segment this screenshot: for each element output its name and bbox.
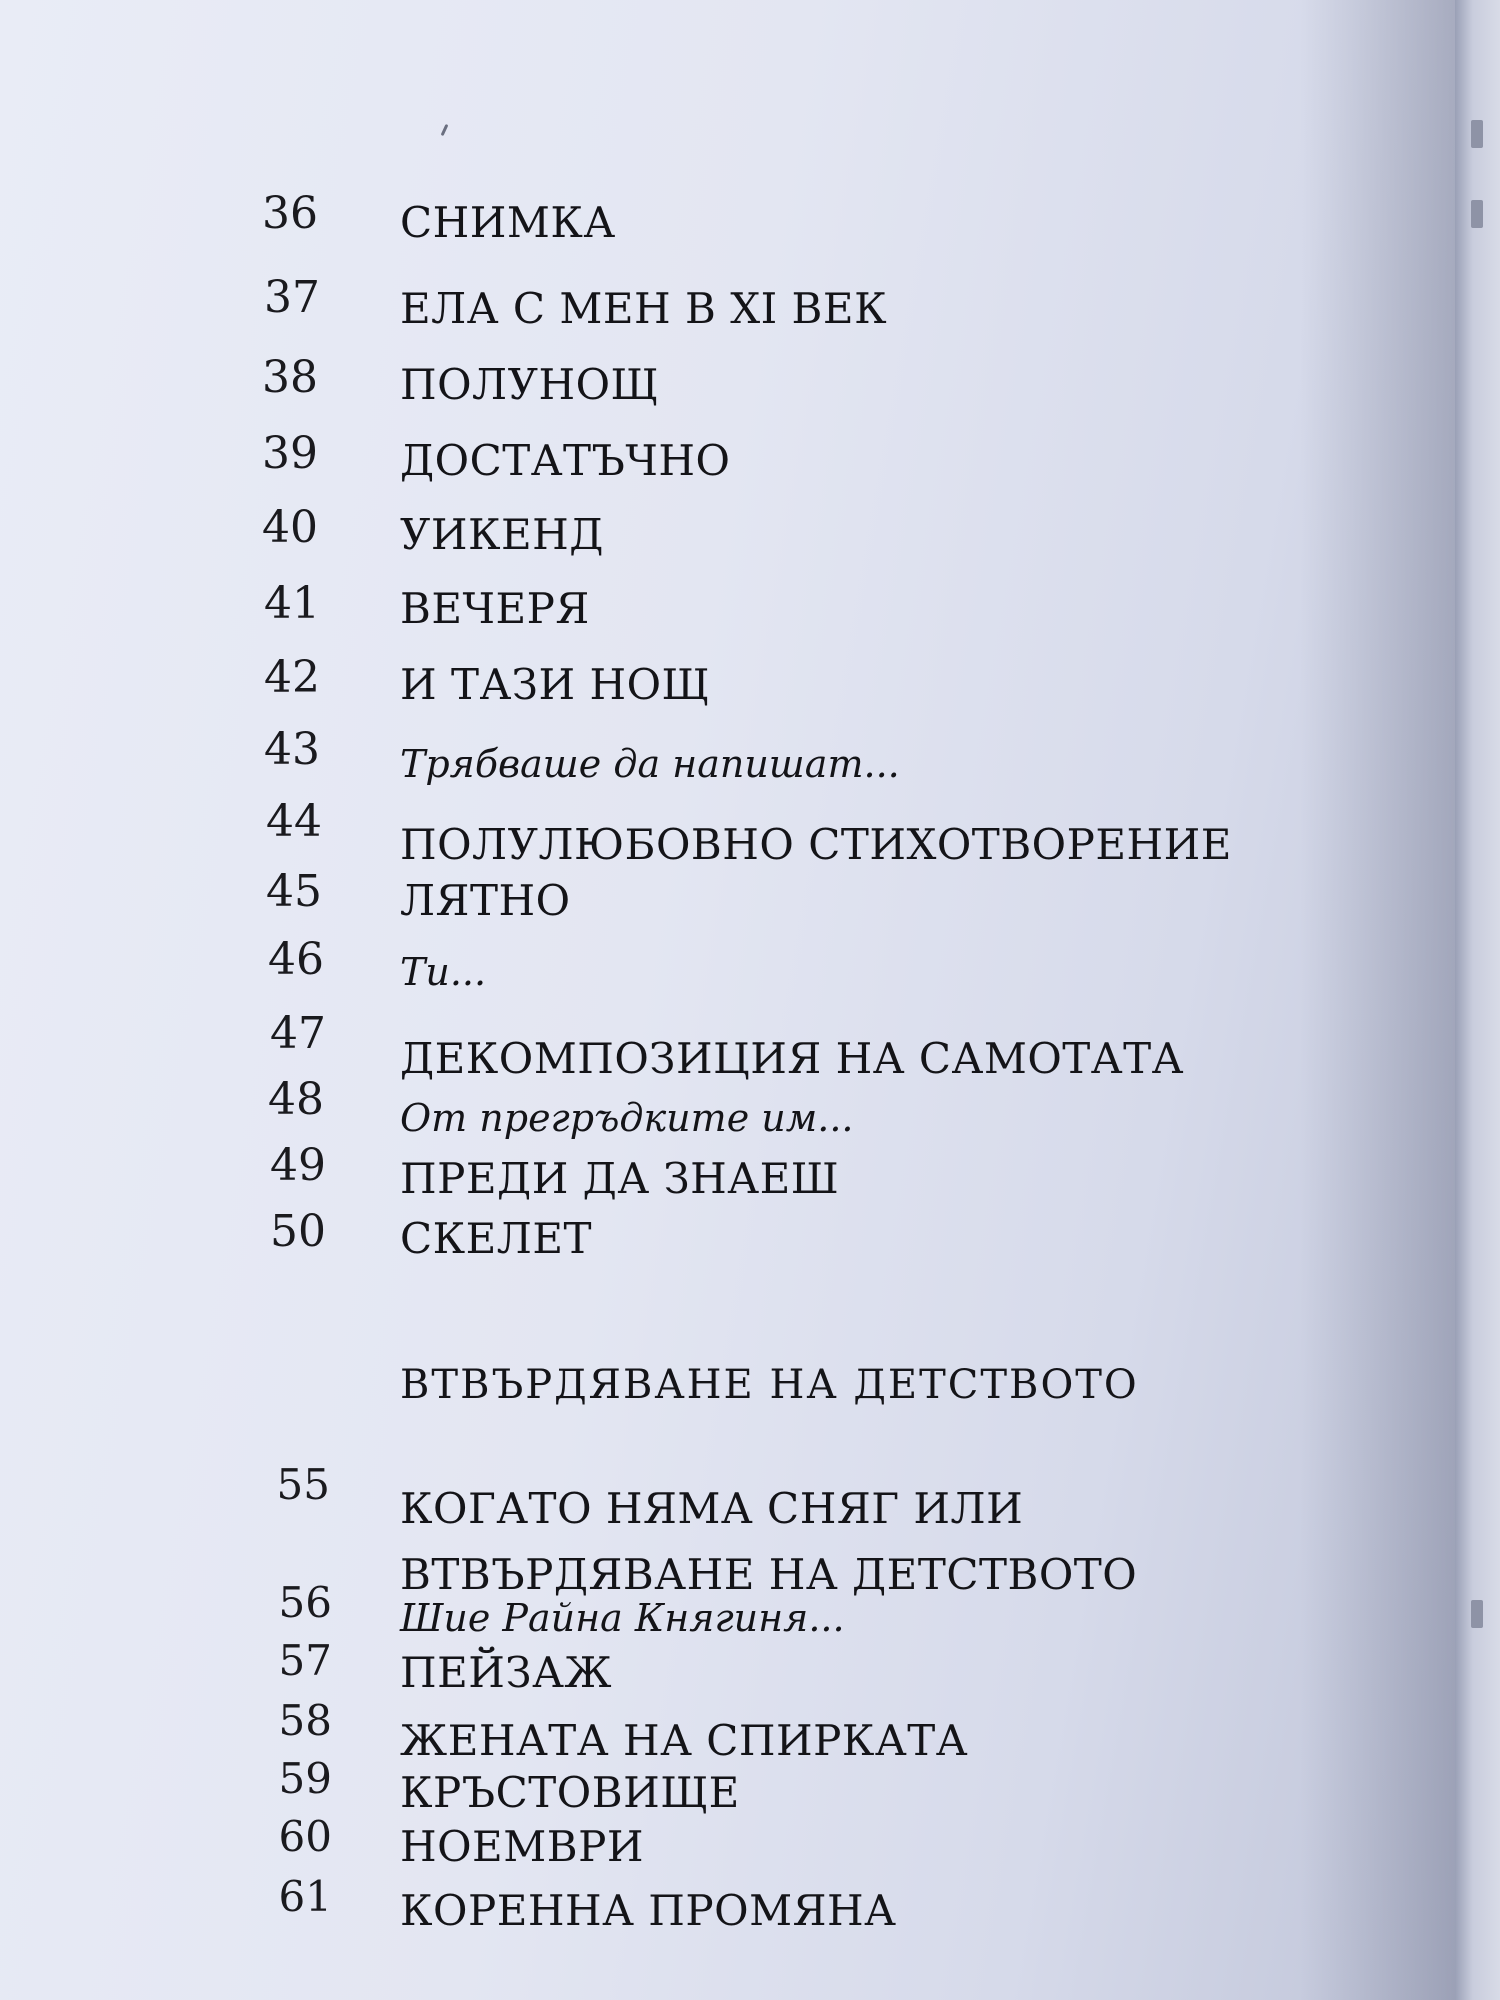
edge-mark: [1471, 1600, 1483, 1628]
section-heading: ВТВЪРДЯВАНЕ НА ДЕТСТВОТО: [400, 1362, 1139, 1408]
toc-entry-title: ПЕЙЗАЖ: [400, 1648, 613, 1697]
toc-page-number: 58: [278, 1696, 332, 1745]
toc-page-number: 59: [278, 1754, 332, 1803]
toc-page-number: 39: [262, 428, 318, 479]
toc-entry-title: ЖЕНАТА НА СПИРКАТА: [400, 1716, 969, 1765]
toc-page-number: 48: [268, 1074, 324, 1125]
toc-entry-title: ЛЯТНО: [400, 876, 571, 925]
toc-page-number: 56: [278, 1578, 332, 1627]
toc-page-number: 47: [270, 1008, 326, 1059]
toc-page-number: 60: [278, 1812, 332, 1861]
toc-entry-title: Трябваше да напишат...: [400, 742, 900, 786]
pen-mark: [441, 124, 449, 136]
toc-page-number: 61: [278, 1872, 332, 1921]
toc-page-number: 55: [276, 1460, 330, 1509]
toc-page-number: 43: [264, 724, 320, 775]
toc-page-number: 37: [264, 272, 320, 323]
toc-entry-title: НОЕМВРИ: [400, 1822, 644, 1871]
toc-entry-title: И ТАЗИ НОЩ: [400, 660, 710, 709]
toc-page-number: 45: [266, 866, 322, 917]
toc-entry-title: Ти...: [400, 950, 487, 994]
toc-page-number: 46: [268, 934, 324, 985]
toc-entry-title: ПОЛУНОЩ: [400, 360, 659, 409]
toc-entry-title: ДОСТАТЪЧНО: [400, 436, 731, 485]
toc-entry-title: УИКЕНД: [400, 510, 604, 559]
toc-entry-title: ПРЕДИ ДА ЗНАЕШ: [400, 1154, 840, 1203]
toc-entry-title: ВЕЧЕРЯ: [400, 584, 590, 633]
edge-mark: [1471, 120, 1483, 148]
toc-entry-title: ДЕКОМПОЗИЦИЯ НА САМОТАТА: [400, 1034, 1184, 1083]
toc-page-number: 36: [262, 188, 318, 239]
toc-entry-title: КОГАТО НЯМА СНЯГ ИЛИ: [400, 1484, 1024, 1533]
toc-page-number: 50: [270, 1206, 326, 1257]
toc-entry-title: ПОЛУЛЮБОВНО СТИХОТВОРЕНИЕ: [400, 820, 1232, 869]
toc-page-number: 40: [262, 502, 318, 553]
toc-entry-title: От прегръдките им...: [400, 1096, 854, 1140]
edge-mark: [1471, 200, 1483, 228]
toc-entry-title: СНИМКА: [400, 198, 616, 247]
toc-page-number: 44: [266, 796, 322, 847]
toc-entry-title: КОРЕННА ПРОМЯНА: [400, 1886, 897, 1935]
toc-entry-title: ЕЛА С МЕН В XI ВЕК: [400, 284, 888, 333]
toc-entry-title: ВТВЪРДЯВАНЕ НА ДЕТСТВОТО: [400, 1550, 1138, 1599]
toc-page-number: 49: [270, 1140, 326, 1191]
toc-page-number: 41: [264, 578, 320, 629]
adjacent-page-edge: [1455, 0, 1500, 2000]
toc-entry-title: КРЪСТОВИЩЕ: [400, 1768, 740, 1817]
toc-page-number: 57: [278, 1636, 332, 1685]
page-gutter-shadow: [1300, 0, 1455, 2000]
toc-page-number: 38: [262, 352, 318, 403]
toc-page-number: 42: [264, 652, 320, 703]
toc-entry-title: СКЕЛЕТ: [400, 1214, 593, 1263]
toc-entry-title: Шие Райна Княгиня...: [400, 1596, 845, 1640]
